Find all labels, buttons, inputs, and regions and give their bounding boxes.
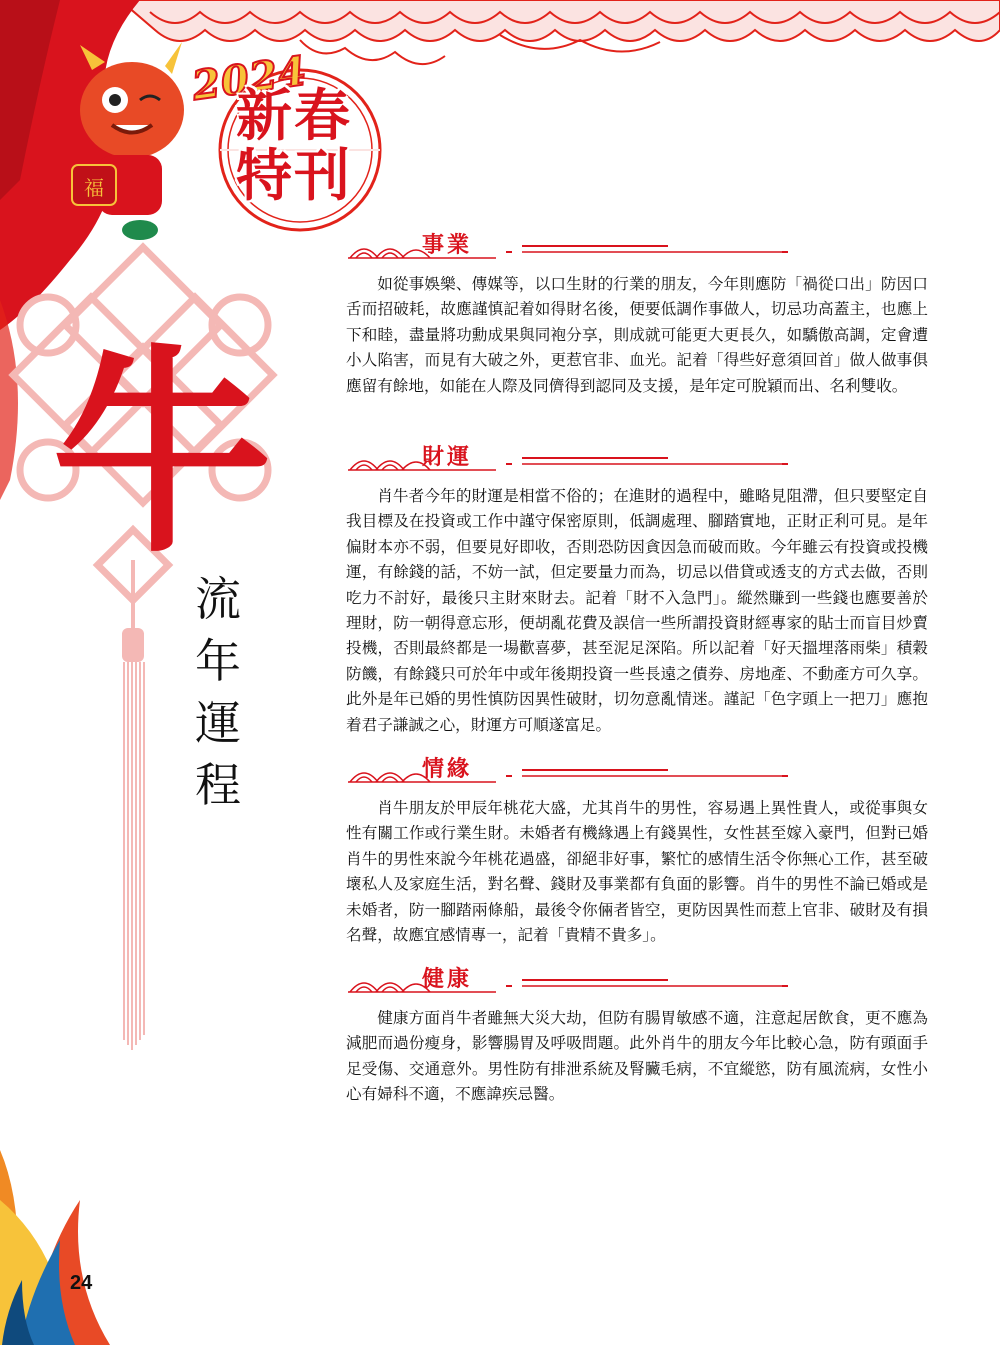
section-header [346, 752, 928, 796]
section-body: 肖牛朋友於甲辰年桃花大盛，尤其肖牛的男性，容易遇上異性貴人，或從事與女性有關工作或行業生財。未婚者有機緣遇上有錢異性，女性甚至嫁入豪門，但對已婚肖牛的男性來說今年桃花過盛，卻絕非好事，繁忙的感情生活令你無心工作，甚至破壞私人及家庭生活，對名聲、錢財及事業都有負面的影響。肖牛的男性不論已婚或是未婚者，防一腳踏兩條船，最後令你倆者皆空，更防因異性而惹上官非、破財及有損名聲，故應宜感情專一，記着「貴精不貴多」。 [346, 799, 928, 945]
section-relationships [346, 752, 928, 948]
section-body: 肖牛者今年的財運是相當不俗的；在進財的過程中，雖略見阻滯，但只要堅定自我目標及在投資或工作中謹守保密原則，低調處理、腳踏實地，正財正利可見。是年偏財本亦不弱，但要見好即收，否則恐防因貪因急而破而敗。今年雖云有投資或投機運，有餘錢的話，不妨一試，但定要量力而為，切忌以借貸或透支的方式去做，否則吃力不討好，最後只主財來財去。記着「財不入急門」。縱然賺到一些錢也應要善於理財，防一朝得意忘形，便胡亂花費及誤信一些所謂投資財經專家的貼士而盲目炒賣投機，否則最終都是一場歡喜夢，甚至泥足深陷。所以記着「好天搵埋落雨柴」積穀防饑，有餘錢只可於年中或年後期投資一些長遠之債券、房地產、不動產方可久享。此外是年已婚的男性慎防因異性破財，切勿意亂情迷。謹記「色字頭上一把刀」應抱着君子謙誠之心，財運方可順遂富足。 [346, 487, 928, 734]
masthead-title [236, 83, 366, 209]
masthead-year: 2024 [189, 47, 311, 110]
svg-text:福: 福 [84, 176, 104, 200]
section-health [346, 962, 928, 1108]
masthead-title-line2: 特刊 [236, 143, 352, 209]
section-body: 如從事娛樂、傳媒等，以口生財的行業的朋友，今年則應防「禍從口出」防因口舌而招破耗，故應謹慎記着如得財名後，便要低調作事做人，切忌功高蓋主，也應上下和睦，盡量將功勳成果與同袍分享，則成就可能更大更長久，如驕傲高調，定會遭小人陷害，而見有大破之外，更惹官非、血光。記着「得些好意須回首」做人做事俱應留有餘地，如能在人際及同儕得到認同及支援，是年定可脫穎而出、名利雙收。 [346, 275, 928, 395]
page-number: 24 [70, 1272, 93, 1294]
section-body: 健康方面肖牛者雖無大災大劫，但防有腸胃敏感不適，注意起居飲食，更不應為減肥而過份瘦身，影響腸胃及呼吸問題。此外肖牛的朋友今年比較心急，防有頭面手足受傷、交通意外。男性防有排泄系統及腎臟毛病，不宜縱慾，防有風流病，女性小心有婦科不適，不應諱疾忌醫。 [346, 1009, 928, 1104]
section-header [346, 440, 928, 484]
masthead-title-line1: 新春 [236, 83, 352, 149]
section-title: 事業 [422, 232, 473, 258]
vertical-heading-char: 運 [195, 696, 241, 750]
vertical-heading-char: 程 [195, 758, 241, 812]
zodiac-character: 牛 [52, 323, 273, 582]
vertical-heading-char: 流 [195, 572, 241, 626]
vertical-heading [188, 568, 248, 816]
section-title: 情緣 [422, 756, 473, 782]
section-header [346, 228, 928, 272]
section-title: 健康 [422, 966, 473, 992]
vertical-heading-char: 年 [195, 634, 241, 688]
section-wealth [346, 440, 928, 738]
section-career [346, 228, 928, 399]
knot-bead [122, 628, 144, 662]
flame-corner-decoration [0, 1150, 110, 1345]
knot-tassel [124, 662, 144, 1050]
section-title: 財運 [422, 444, 473, 470]
section-header [346, 962, 928, 1006]
